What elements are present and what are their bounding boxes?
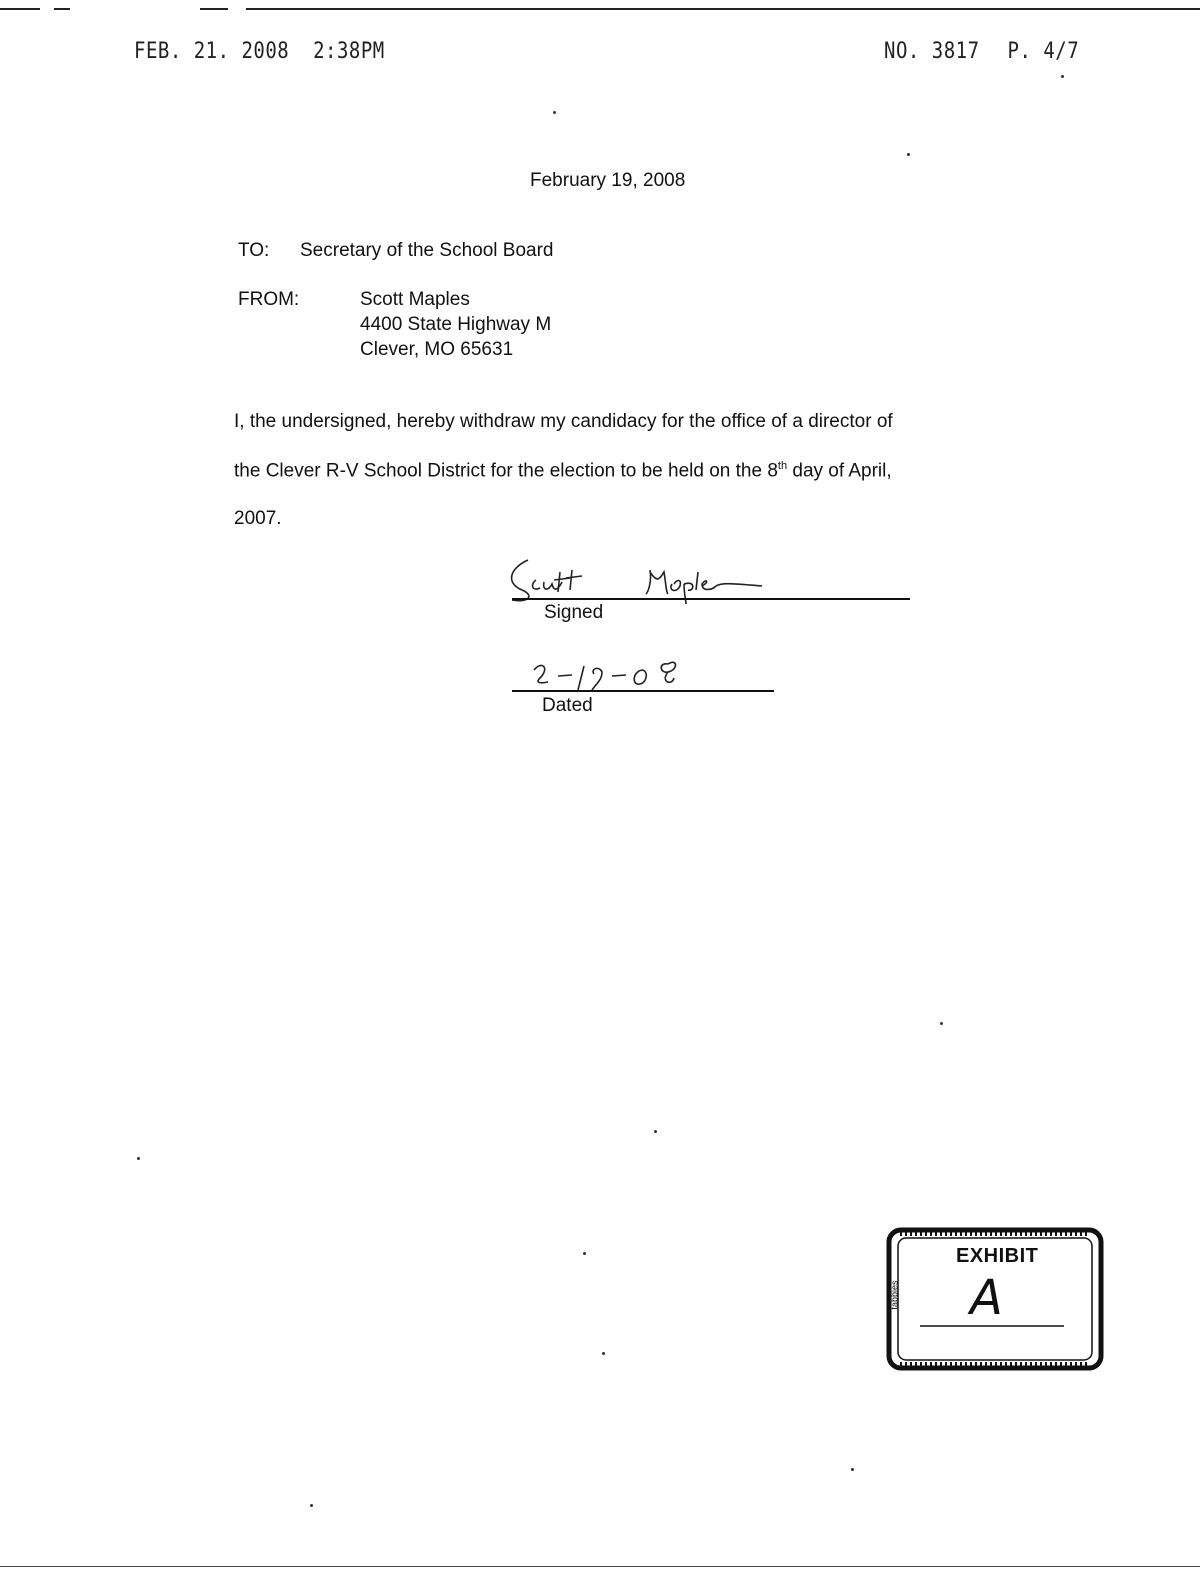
to-recipient: Secretary of the School Board xyxy=(300,240,554,261)
scan-speck xyxy=(1061,75,1064,78)
ordinal-suffix: th xyxy=(777,460,788,472)
from-address-city: Clever, MO 65631 xyxy=(360,339,514,360)
exhibit-title: EXHIBIT xyxy=(956,1245,1039,1267)
body-line-1: I, the undersigned, hereby withdraw my candidacy for the office of a director of xyxy=(234,411,893,432)
letter-date: February 19, 2008 xyxy=(530,170,686,191)
fax-top-rule-gap xyxy=(70,6,200,12)
signed-label: Signed xyxy=(544,602,604,623)
scan-speck xyxy=(602,1352,605,1355)
fax-number: NO. 3817 xyxy=(884,38,980,64)
stamp-side-text: tabbies xyxy=(889,1280,900,1310)
from-label: FROM: xyxy=(238,289,300,310)
fax-header-right xyxy=(884,38,1107,63)
fax-header-left xyxy=(134,38,385,63)
fax-top-rule-gap xyxy=(40,6,54,12)
scan-speck xyxy=(940,1022,943,1025)
scan-speck xyxy=(851,1468,854,1471)
fax-time: 2:38PM xyxy=(313,38,385,64)
body-line-3: 2007. xyxy=(234,508,282,529)
bottom-scan-rule xyxy=(0,1566,1200,1567)
body-line-2-prefix: the Clever R-V School District for the election to be held on the 8 xyxy=(234,460,778,482)
dated-line xyxy=(512,690,774,692)
scan-speck xyxy=(654,1130,657,1133)
to-label: TO: xyxy=(238,240,270,261)
scan-speck xyxy=(583,1252,586,1255)
body-line-2 xyxy=(234,460,892,482)
scan-speck xyxy=(137,1157,140,1160)
scan-speck xyxy=(310,1504,313,1507)
from-name: Scott Maples xyxy=(360,289,470,310)
from-address-street: 4400 State Highway M xyxy=(360,314,552,335)
exhibit-letter: A xyxy=(970,1270,1003,1326)
fax-date: FEB. 21. 2008 xyxy=(134,38,290,64)
scan-speck xyxy=(907,153,910,156)
body-line-2-suffix: day of April, xyxy=(787,460,892,482)
dated-label: Dated xyxy=(542,695,593,716)
exhibit-stamp xyxy=(886,1226,1106,1374)
scan-speck xyxy=(553,111,556,114)
fax-page-count: P. 4/7 xyxy=(1007,38,1080,64)
fax-top-rule-gap xyxy=(228,6,246,12)
signature-line xyxy=(512,598,910,600)
